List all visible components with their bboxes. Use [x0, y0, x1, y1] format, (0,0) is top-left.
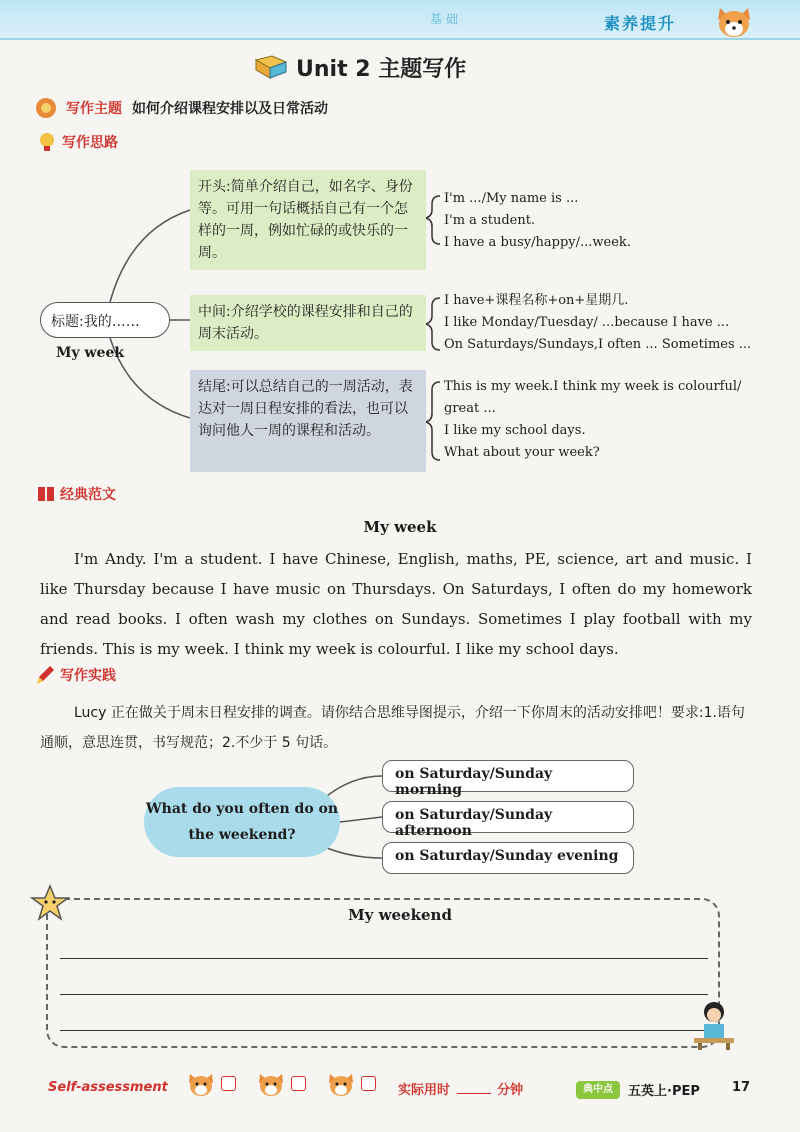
phrase: What about your week?: [444, 445, 600, 460]
mindmap-title-node: 标题:我的……: [40, 302, 170, 338]
ideas-label: 写作思路: [62, 135, 118, 151]
time-label: 实际用时: [398, 1083, 451, 1098]
banner-label: 素养提升: [604, 14, 677, 33]
assessment-checkbox[interactable]: [221, 1076, 236, 1091]
essay-title: My week: [363, 518, 437, 536]
phrase: great ...: [444, 401, 496, 416]
task-instructions: Lucy 正在做关于周末日程安排的调查。请你结合思维导图提示，介绍一下你周末的活动安排吧！要求:1.语句通顺，意思连贯，书写规范；2.不少于 5 句话。: [40, 705, 745, 751]
fox-icon: [326, 1070, 356, 1098]
time-spent: [398, 1079, 523, 1098]
writing-line[interactable]: [60, 994, 708, 995]
mindmap-title-sub: My week: [56, 345, 125, 361]
mindmap-middle-box: 中间:介绍学校的课程安排和自己的周末活动。: [190, 295, 426, 351]
option-morning: on Saturday/Sunday morning: [382, 760, 634, 792]
time-blank[interactable]: [457, 1093, 491, 1094]
phrase: On Saturdays/Sundays,I often ... Sometimes ...: [444, 337, 752, 352]
fox-icon: [186, 1070, 216, 1098]
fox-icon: [256, 1070, 286, 1098]
model-label: 经典范文: [60, 487, 116, 503]
mindmap-opening-box: 开头:简单介绍自己，如名字、身份等。可用一句话概括自己有一个怎样的一周，例如忙碌的或快乐的一周。: [190, 170, 426, 270]
essay-body: I'm Andy. I'm a student. I have Chinese, English, maths, PE, science, art and music. I like Thursday because I have music on Thursdays. On Saturdays, I often do my homework and read books. I often wash my clothes on Sundays. Sometimes I play football with my friends. This is my week. I think my week is colourful. I like my school days.: [40, 550, 752, 658]
practice-label: 写作实践: [60, 668, 116, 684]
page-number: 17: [732, 1080, 751, 1095]
theme-text: 如何介绍课程安排以及日常活动: [132, 101, 328, 117]
writing-line[interactable]: [60, 958, 708, 959]
assessment-checkbox[interactable]: [291, 1076, 306, 1091]
phrase: I have+课程名称+on+星期几.: [444, 293, 629, 308]
self-assessment-label: Self-assessment: [48, 1080, 168, 1095]
phrase: I have a busy/happy/...week.: [444, 235, 631, 250]
grade-label: 五英上·PEP: [628, 1084, 700, 1099]
write-title: My weekend: [348, 906, 452, 924]
phrase: I like Monday/Tuesday/ ...because I have ...: [444, 315, 730, 330]
option-afternoon: on Saturday/Sunday afternoon: [382, 801, 634, 833]
phrase: I'm .../My name is ...: [444, 191, 579, 206]
time-unit: 分钟: [497, 1083, 524, 1098]
student-writing-icon: [690, 998, 736, 1050]
mindmap-ending-box: 结尾:可以总结自己的一周活动，表达对一周日程安排的看法，也可以询问他人一周的课程和活动。: [190, 370, 426, 472]
phrase: I'm a student.: [444, 213, 536, 228]
phrase: This is my week.I think my week is colourful/: [444, 379, 742, 394]
banner-tag: 基础: [430, 12, 463, 26]
page-title: Unit 2 主题写作: [296, 56, 467, 82]
theme-label: 写作主题: [66, 101, 122, 117]
phrase: I like my school days.: [444, 423, 586, 438]
assessment-checkbox[interactable]: [361, 1076, 376, 1091]
brand-badge: 典中点: [576, 1081, 620, 1099]
question-bubble: What do you often do on the weekend?: [144, 787, 340, 857]
option-evening: on Saturday/Sunday evening: [382, 842, 634, 874]
writing-line[interactable]: [60, 1030, 708, 1031]
